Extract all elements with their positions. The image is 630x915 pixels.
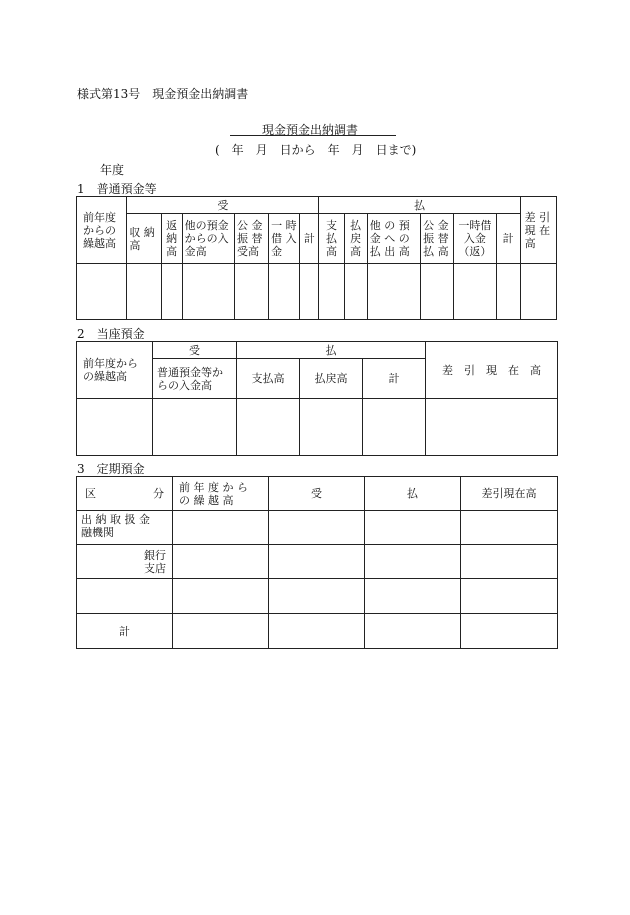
financial-institution-label: 出 納 取 扱 金 融機関 [77, 511, 173, 545]
receive-col-header: 普通預金等か らの入金高 [153, 359, 237, 399]
table-cell [173, 614, 269, 649]
carry-over-header: 前年度から の繰越高 [77, 342, 153, 399]
balance-header: 差 引 現 在 高 [426, 342, 558, 399]
pay-col-header: 計 [363, 359, 426, 399]
period-range: ( 年 月 日から 年 月 日まで) [215, 143, 417, 157]
table-cell [344, 264, 367, 320]
table-cell [153, 399, 237, 456]
table-row [77, 614, 558, 649]
table-cell [161, 264, 182, 320]
pay-col-header: 払 戻 高 [344, 214, 367, 264]
table-cell [520, 264, 556, 320]
table-cell [269, 511, 365, 545]
table-cell [300, 399, 363, 456]
ordinary-deposit-table [76, 196, 557, 320]
table-cell [365, 614, 461, 649]
table-cell [77, 264, 127, 320]
table-cell [237, 399, 300, 456]
carry-over-header: 前年度 からの 繰越高 [77, 197, 127, 264]
table-cell [363, 399, 426, 456]
table-cell [77, 399, 153, 456]
pay-col-header: 払戻高 [300, 359, 363, 399]
table-cell [173, 511, 269, 545]
table-row [77, 545, 558, 579]
receive-col-header: 一 時 借 入 金 [269, 214, 300, 264]
table-cell [461, 545, 558, 579]
receive-col-header: 収 納 高 [127, 214, 161, 264]
table-cell [173, 545, 269, 579]
receive-col-header: 公 金 振 替 受高 [234, 214, 268, 264]
current-deposit-table [76, 341, 558, 456]
table-cell [234, 264, 268, 320]
table-row [77, 511, 558, 545]
balance-header: 差引現在高 [461, 477, 558, 511]
table-cell [421, 264, 454, 320]
pay-col-header: 一時借 入金 （返） [454, 214, 496, 264]
table-cell [173, 579, 269, 614]
table-cell [461, 579, 558, 614]
receive-col-header: 他の預金 からの入 金高 [182, 214, 234, 264]
receive-header: 受 [153, 342, 237, 359]
pay-col-header: 支 払 高 [319, 214, 344, 264]
division-header-left: 区 [85, 487, 96, 500]
table-cell [269, 264, 300, 320]
division-header-right: 分 [153, 487, 164, 500]
table-cell [426, 399, 558, 456]
section-1-heading: 1 普通預金等 [77, 182, 157, 196]
total-label: 計 [77, 614, 173, 649]
table-cell [269, 614, 365, 649]
fiscal-year: 年度 [100, 163, 125, 177]
table-cell [461, 511, 558, 545]
pay-header: 払 [365, 477, 461, 511]
table-cell [319, 264, 344, 320]
table-cell [77, 579, 173, 614]
pay-col-header: 公 金 振 替 払 高 [421, 214, 454, 264]
receive-col-header: 返 納 高 [161, 214, 182, 264]
table-cell [182, 264, 234, 320]
receive-header: 受 [269, 477, 365, 511]
table-cell [454, 264, 496, 320]
table-cell [365, 545, 461, 579]
division-header [77, 477, 173, 511]
balance-header: 差 引 現 在 高 [520, 197, 556, 264]
title-underline [230, 135, 396, 136]
table-row [77, 264, 557, 320]
table-cell [269, 579, 365, 614]
receive-header: 受 [127, 197, 319, 214]
pay-col-header: 支払高 [237, 359, 300, 399]
table-row [77, 579, 558, 614]
form-label: 様式第13号 現金預金出納調書 [77, 87, 249, 101]
table-cell [365, 579, 461, 614]
receive-col-header: 計 [300, 214, 319, 264]
table-cell [269, 545, 365, 579]
section-2-heading: 2 当座預金 [77, 327, 145, 341]
table-cell [367, 264, 420, 320]
carry-over-header: 前 年 度 か ら の 繰 越 高 [173, 477, 269, 511]
fixed-deposit-table [76, 476, 558, 649]
pay-header: 払 [237, 342, 426, 359]
table-cell [365, 511, 461, 545]
table-row [77, 399, 558, 456]
section-3-heading: 3 定期預金 [77, 462, 145, 476]
pay-header: 払 [319, 197, 520, 214]
pay-col-header: 計 [496, 214, 520, 264]
table-cell [461, 614, 558, 649]
document-title: 現金預金出納調書 [262, 123, 359, 137]
table-cell [300, 264, 319, 320]
pay-col-header: 他 の 預 金 へ の 払 出 高 [367, 214, 420, 264]
table-cell [127, 264, 161, 320]
table-cell [496, 264, 520, 320]
bank-branch-label: 銀行 支店 [77, 545, 173, 579]
